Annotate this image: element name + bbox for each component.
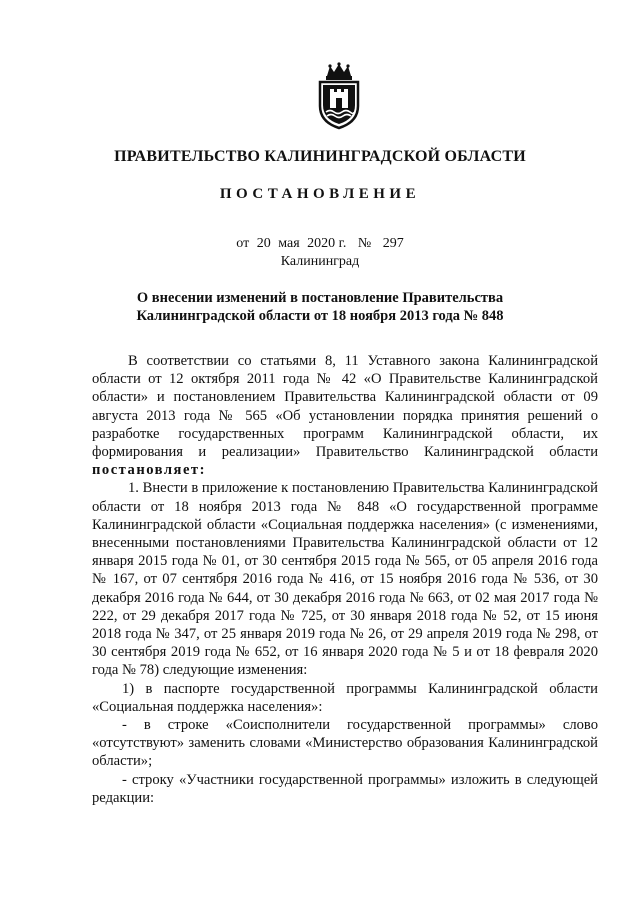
preamble-paragraph xyxy=(92,352,598,479)
city: Калининград xyxy=(280,254,360,269)
coat-of-arms-icon xyxy=(314,62,364,130)
resolves-text: постановляет: xyxy=(92,462,206,479)
number-sign: № xyxy=(357,236,372,251)
document-subject xyxy=(0,289,640,325)
dash-item-1-paragraph: - в строке «Соисполнители государственной программы» слово «отсутствуют» заменить словами «Министерство образования Калининградской области»; xyxy=(92,717,598,770)
date-prefix: от xyxy=(236,236,250,251)
date-year: 2020 г. xyxy=(307,236,347,251)
preamble-text: В соответствии со статьями 8, 11 Уставного закона Калининградской области от 12 октября 2011 года № 42 «О Правительстве Калининградской области» и постановлением Правительства Калининградской области от 09 августа 2013 года № 565 «Об установлении порядка принятия решений о разработке государственных программ Калининградской области, их формирования и реализации» Правительство Калининградской области xyxy=(92,353,598,461)
document-type: ПОСТАНОВЛЕНИЕ xyxy=(219,186,421,202)
document-number: 297 xyxy=(382,236,404,251)
subject-line-1: О внесении изменений в постановление Правительства xyxy=(136,290,504,306)
date-number-line xyxy=(0,236,640,252)
subject-line-2: Калининградской области от 18 ноября 2013 года № 848 xyxy=(136,308,504,324)
date-month: мая xyxy=(278,236,300,251)
dash-item-2-paragraph: - строку «Участники государственной программы» изложить в следующей редакции: xyxy=(92,771,598,806)
government-title: ПРАВИТЕЛЬСТВО КАЛИНИНГРАДСКОЙ ОБЛАСТИ xyxy=(114,148,526,165)
sub-item-1-paragraph: 1) в паспорте государственной программы Калининградской области «Социальная поддержка населения»: xyxy=(92,680,598,715)
date-day: 20 xyxy=(256,236,271,251)
document-body xyxy=(92,352,598,807)
item-1-paragraph: 1. Внести в приложение к постановлению Правительства Калининградской области от 18 ноября 2013 года № 848 «О государственной программе Калининградской области «Социальная поддержка населения» (с изменениями, внесенными постановлениями Правительства Калининградской области от 12 января 2015 года № 01, от 30 сентября 2015 года № 565, от 05 апреля 2016 года № 167, от 07 сентября 2016 года № 416, от 15 ноября 2016 года № 536, от 30 декабря 2016 года № 644, от 30 декабря 2016 года № 663, от 02 мая 2017 года № 222, от 29 декабря 2017 года № 725, от 30 января 2018 года № 52, от 15 июня 2018 года № 347, от 25 января 2019 года № 26, от 29 апреля 2019 года № 298, от 30 сентября 2019 года № 652, от 16 января 2020 года № 5 и от 18 февраля 2020 года № 78) следующие изменения: xyxy=(92,480,598,679)
